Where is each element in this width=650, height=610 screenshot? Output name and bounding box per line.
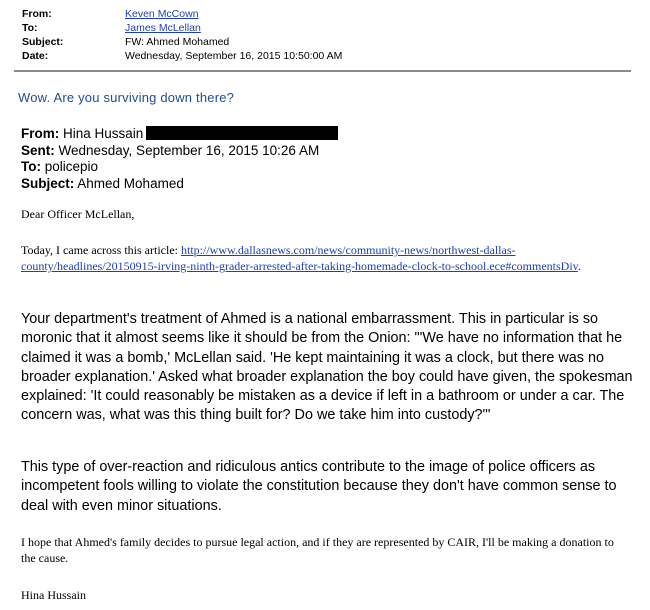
article-link[interactable]: http://www.dallasnews.com/news/community-news/northwest-dallas-county/headlines/20150915-irving-ninth-grader-arrested-after-taking-homemade-clock-to-school.ece#commentsDiv <box>21 243 578 273</box>
header-from-label: From: <box>22 8 52 20</box>
body-paragraph-1: Your department's treatment of Ahmed is a national embarrassment. This in particular is so moronic that it almost seems like it should be from the Onion: "'We have no information that he claimed it was a bomb,' McLellan said. 'He kept maintaining it was a clock, but there was no broader explanation.' Asked what broader explanation the boy could have given, the spokesman explained: 'It could reasonably be mistaken as a device if left in a bathroom or under a car. The concern was, what was this thing built for? Do we take him into custody?'" <box>21 311 633 424</box>
forwarded-sent-row <box>21 143 338 160</box>
forwarded-from-label: From: <box>21 126 60 141</box>
forwarded-to-label: To: <box>21 159 41 174</box>
header-from-link[interactable]: Keven McCown <box>125 8 199 20</box>
intro-paragraph <box>21 242 621 274</box>
forwarded-subject-value: Ahmed Mohamed <box>77 175 184 191</box>
reply-text: Wow. Are you surviving down there? <box>18 90 235 105</box>
email-header <box>22 7 342 63</box>
header-to-label: To: <box>22 22 38 34</box>
forwarded-to-row <box>21 159 338 176</box>
redaction-bar <box>146 126 338 140</box>
header-subject-label: Subject: <box>22 36 64 48</box>
header-date-value: Wednesday, September 16, 2015 10:50:00 AM <box>125 50 343 62</box>
forwarded-header <box>21 126 338 192</box>
intro-end: . <box>577 259 581 273</box>
intro-text: Today, I came across this article: <box>21 243 181 257</box>
forwarded-sent-label: Sent: <box>21 142 55 158</box>
closing-paragraph: I hope that Ahmed's family decides to pursue legal action, and if they are represented by CAIR, I'll be making a donation to the cause. <box>21 535 614 565</box>
header-to-row <box>22 21 342 35</box>
header-subject-value: FW: Ahmed Mohamed <box>125 36 230 48</box>
header-from-row <box>22 7 342 21</box>
forwarded-to-value: policepio <box>44 159 99 174</box>
signature: Hina Hussain <box>21 588 86 602</box>
forwarded-sent-value: Wednesday, September 16, 2015 10:26 AM <box>58 142 320 158</box>
header-subject-row <box>22 35 342 49</box>
forwarded-from-row <box>21 126 338 143</box>
forwarded-from-value: Hina Hussain <box>63 126 144 141</box>
header-to-link[interactable]: James McLellan <box>125 22 201 34</box>
header-date-label: Date: <box>22 50 49 62</box>
header-date-row <box>22 49 342 63</box>
body-paragraph-2: This type of over-reaction and ridiculous antics contribute to the image of police officers as incompetent fools willing to violate the constitution because they don't have common sense to deal with even minor situations. <box>21 459 617 514</box>
forwarded-subject-row <box>21 176 338 193</box>
header-divider <box>14 70 631 72</box>
forwarded-subject-label: Subject: <box>21 175 75 191</box>
greeting: Dear Officer McLellan, <box>21 207 135 221</box>
